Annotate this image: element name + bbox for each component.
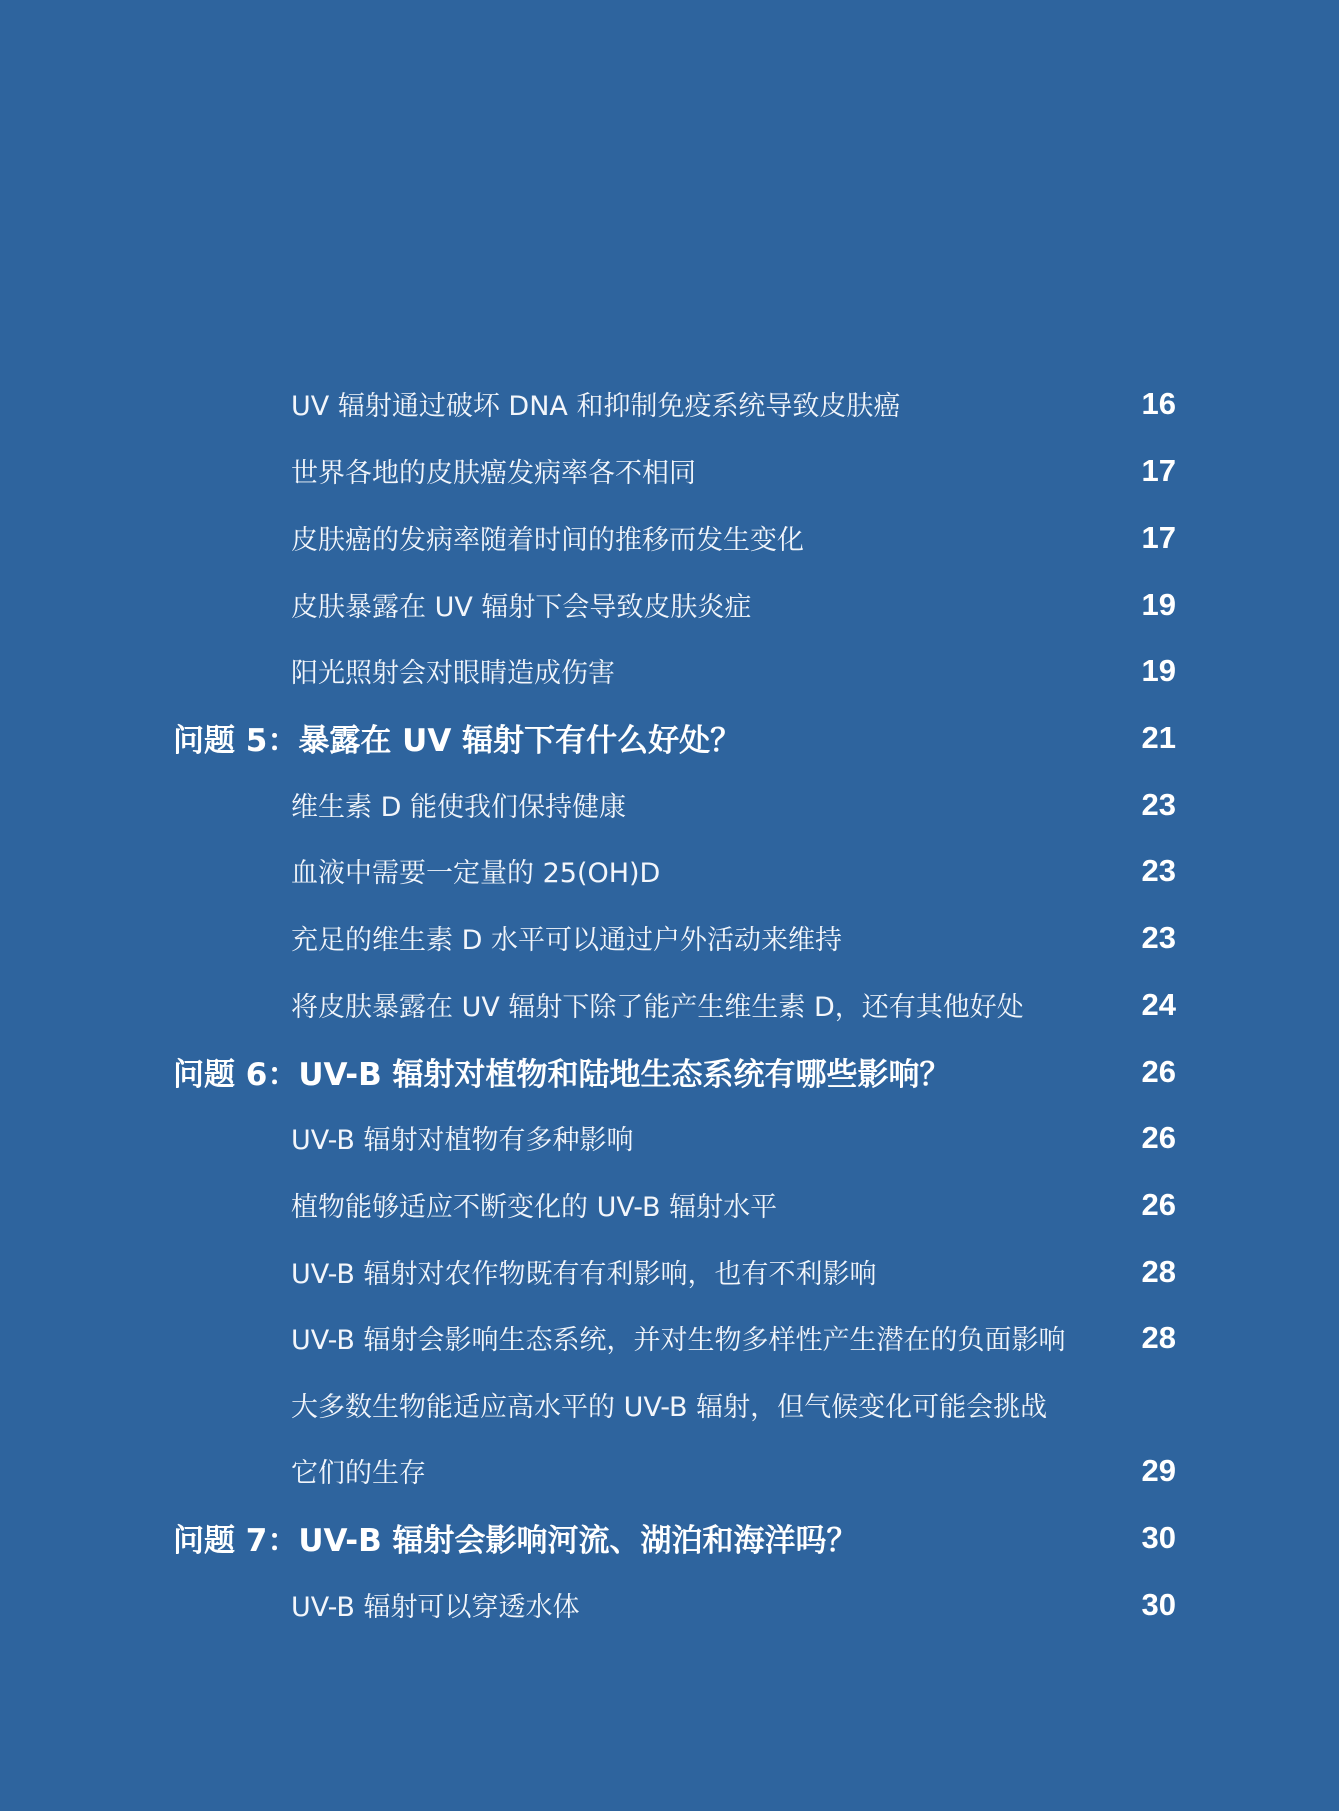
toc-entry-title: 将皮肤暴露在 UV 辐射下除了能产生维生素 D，还有其他好处 xyxy=(291,992,1024,1023)
toc-entry-title: 充足的维生素 D 水平可以通过户外活动来维持 xyxy=(291,925,842,956)
toc-entry-title: UV-B 辐射对农作物既有有利影响，也有不利影响 xyxy=(291,1259,877,1290)
toc-entry-multiline-end[interactable] xyxy=(0,1446,1339,1502)
toc-section-page: 21 xyxy=(1141,720,1176,755)
toc-entry-title: 阳光照射会对眼睛造成伤害 xyxy=(291,658,615,689)
toc-section-heading[interactable] xyxy=(0,1047,1339,1103)
toc-entry[interactable] xyxy=(0,980,1339,1036)
toc-section-title: 问题 5：暴露在 UV 辐射下有什么好处？ xyxy=(173,723,742,759)
toc-entry-page: 19 xyxy=(1141,587,1176,622)
toc-entry[interactable] xyxy=(0,913,1339,969)
toc-entry-page: 30 xyxy=(1141,1587,1176,1622)
toc-entry[interactable] xyxy=(0,1180,1339,1236)
toc-section-page: 30 xyxy=(1141,1520,1176,1555)
toc-section-heading[interactable] xyxy=(0,713,1339,769)
toc-entry-page: 23 xyxy=(1141,853,1176,888)
toc-entry-title: UV-B 辐射对植物有多种影响 xyxy=(291,1125,634,1156)
toc-entry[interactable] xyxy=(0,580,1339,636)
toc-entry[interactable] xyxy=(0,379,1339,435)
toc-entry-page: 28 xyxy=(1141,1320,1176,1355)
toc-section-title: 问题 7：UV-B 辐射会影响河流、湖泊和海洋吗？ xyxy=(173,1523,858,1559)
toc-entry[interactable] xyxy=(0,1113,1339,1169)
toc-entry-title: UV-B 辐射可以穿透水体 xyxy=(291,1592,580,1623)
toc-entry-title: UV-B 辐射会影响生态系统，并对生物多样性产生潜在的负面影响 xyxy=(291,1325,1066,1356)
toc-entry[interactable] xyxy=(0,780,1339,836)
toc-entry-title: 植物能够适应不断变化的 UV-B 辐射水平 xyxy=(291,1192,778,1223)
toc-entry[interactable] xyxy=(0,1313,1339,1369)
toc-entry-page: 26 xyxy=(1141,1187,1176,1222)
toc-entry[interactable] xyxy=(0,846,1339,902)
toc-entry-multiline-start[interactable] xyxy=(0,1380,1339,1436)
toc-section-title: 问题 6：UV-B 辐射对植物和陆地生态系统有哪些影响？ xyxy=(173,1057,951,1093)
toc-entry-page: 23 xyxy=(1141,787,1176,822)
toc-entry[interactable] xyxy=(0,1247,1339,1303)
toc-entry-title: 它们的生存 xyxy=(291,1458,426,1489)
toc-entry-page: 24 xyxy=(1141,987,1176,1022)
toc-entry-title: UV 辐射通过破坏 DNA 和抑制免疫系统导致皮肤癌 xyxy=(291,391,901,422)
toc-entry-page: 19 xyxy=(1141,653,1176,688)
toc-entry-page: 29 xyxy=(1141,1453,1176,1488)
toc-entry-title: 血液中需要一定量的 25(OH)D xyxy=(291,858,661,889)
toc-entry-page: 17 xyxy=(1141,520,1176,555)
toc-entry-page: 16 xyxy=(1141,386,1176,421)
toc-entry-title: 皮肤癌的发病率随着时间的推移而发生变化 xyxy=(291,525,804,556)
toc-entry[interactable] xyxy=(0,1580,1339,1636)
toc-section-page: 26 xyxy=(1141,1054,1176,1089)
toc-entry-page: 17 xyxy=(1141,453,1176,488)
toc-entry-page: 23 xyxy=(1141,920,1176,955)
toc-entry[interactable] xyxy=(0,446,1339,502)
toc-entry-title: 皮肤暴露在 UV 辐射下会导致皮肤炎症 xyxy=(291,592,752,623)
toc-entry-title: 大多数生物能适应高水平的 UV-B 辐射，但气候变化可能会挑战 xyxy=(291,1392,1048,1423)
toc-entry-title: 维生素 D 能使我们保持健康 xyxy=(291,792,626,823)
toc-entry-title: 世界各地的皮肤癌发病率各不相同 xyxy=(291,458,696,489)
toc-entry[interactable] xyxy=(0,513,1339,569)
toc-entry[interactable] xyxy=(0,646,1339,702)
toc-entry-page: 26 xyxy=(1141,1120,1176,1155)
toc-section-heading[interactable] xyxy=(0,1513,1339,1569)
toc-entry-page: 28 xyxy=(1141,1254,1176,1289)
